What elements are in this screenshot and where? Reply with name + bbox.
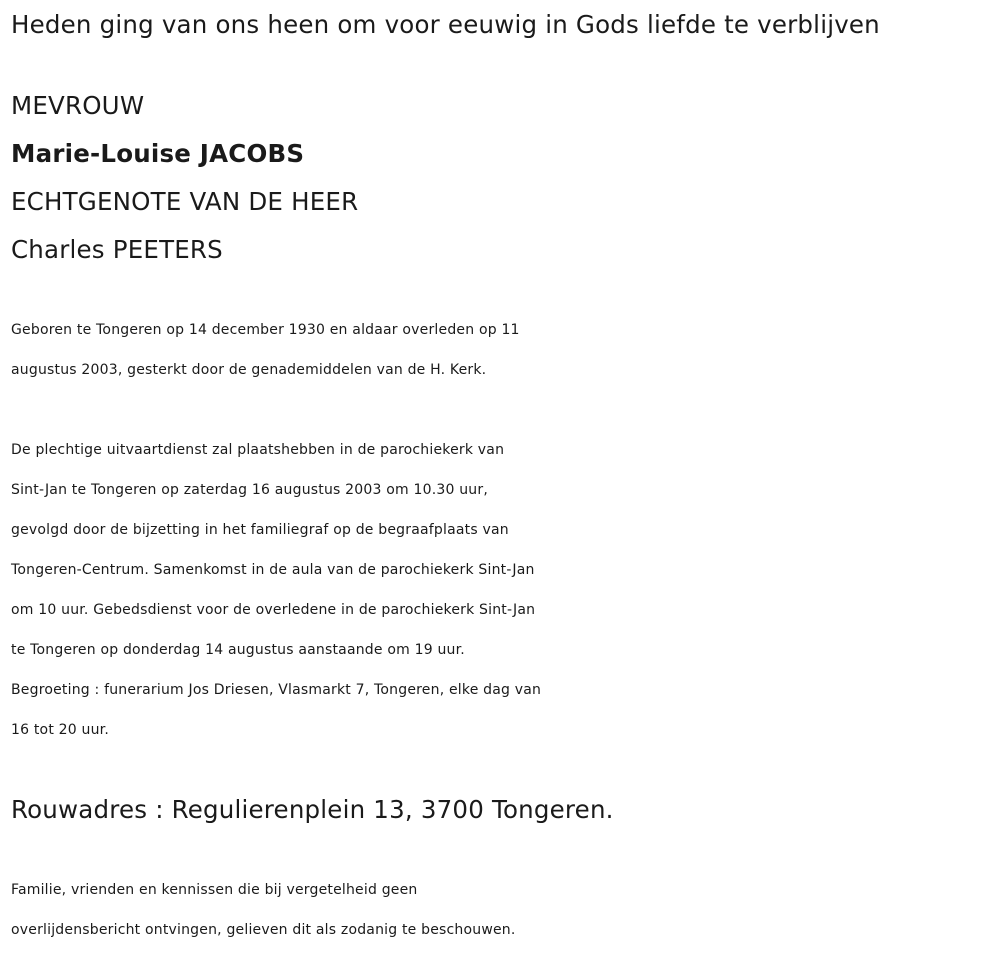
- paragraph-line: overlijdensbericht ontvingen, gelieven dit als zodanig te beschouwen.: [11, 922, 516, 938]
- paragraph-line: Tongeren-Centrum. Samenkomst in de aula van de parochiekerk Sint-Jan: [11, 562, 535, 578]
- title-prefix: MEVROUW: [11, 91, 145, 120]
- paragraph-line: augustus 2003, gesterkt door de genademiddelen van de H. Kerk.: [11, 362, 487, 378]
- paragraph-line: 16 tot 20 uur.: [11, 722, 109, 738]
- spouse-name: Charles PEETERS: [11, 235, 223, 264]
- paragraph-line: Sint-Jan te Tongeren op zaterdag 16 augustus 2003 om 10.30 uur,: [11, 482, 488, 498]
- paragraph-line: om 10 uur. Gebedsdienst voor de overledene in de parochiekerk Sint-Jan: [11, 602, 536, 618]
- funeral-paragraph: [11, 430, 996, 750]
- paragraph-line: Geboren te Tongeren op 14 december 1930 en aldaar overleden op 11: [11, 322, 520, 338]
- mourning-address: Rouwadres : Regulierenplein 13, 3700 Tongeren.: [11, 795, 614, 824]
- closing-paragraph: [11, 870, 996, 950]
- birth-death-paragraph: [11, 310, 996, 390]
- paragraph-line: te Tongeren op donderdag 14 augustus aanstaande om 19 uur.: [11, 642, 465, 658]
- deceased-name: Marie-Louise JACOBS: [11, 139, 305, 168]
- relation-text: ECHTGENOTE VAN DE HEER: [11, 187, 359, 216]
- paragraph-line: Familie, vrienden en kennissen die bij vergetelheid geen: [11, 882, 418, 898]
- intro-text: Heden ging van ons heen om voor eeuwig in Gods liefde te verblijven: [11, 10, 880, 39]
- paragraph-line: De plechtige uitvaartdienst zal plaatshebben in de parochiekerk van: [11, 442, 505, 458]
- paragraph-line: Begroeting : funerarium Jos Driesen, Vlasmarkt 7, Tongeren, elke dag van: [11, 682, 542, 698]
- paragraph-line: gevolgd door de bijzetting in het familiegraf op de begraafplaats van: [11, 522, 509, 538]
